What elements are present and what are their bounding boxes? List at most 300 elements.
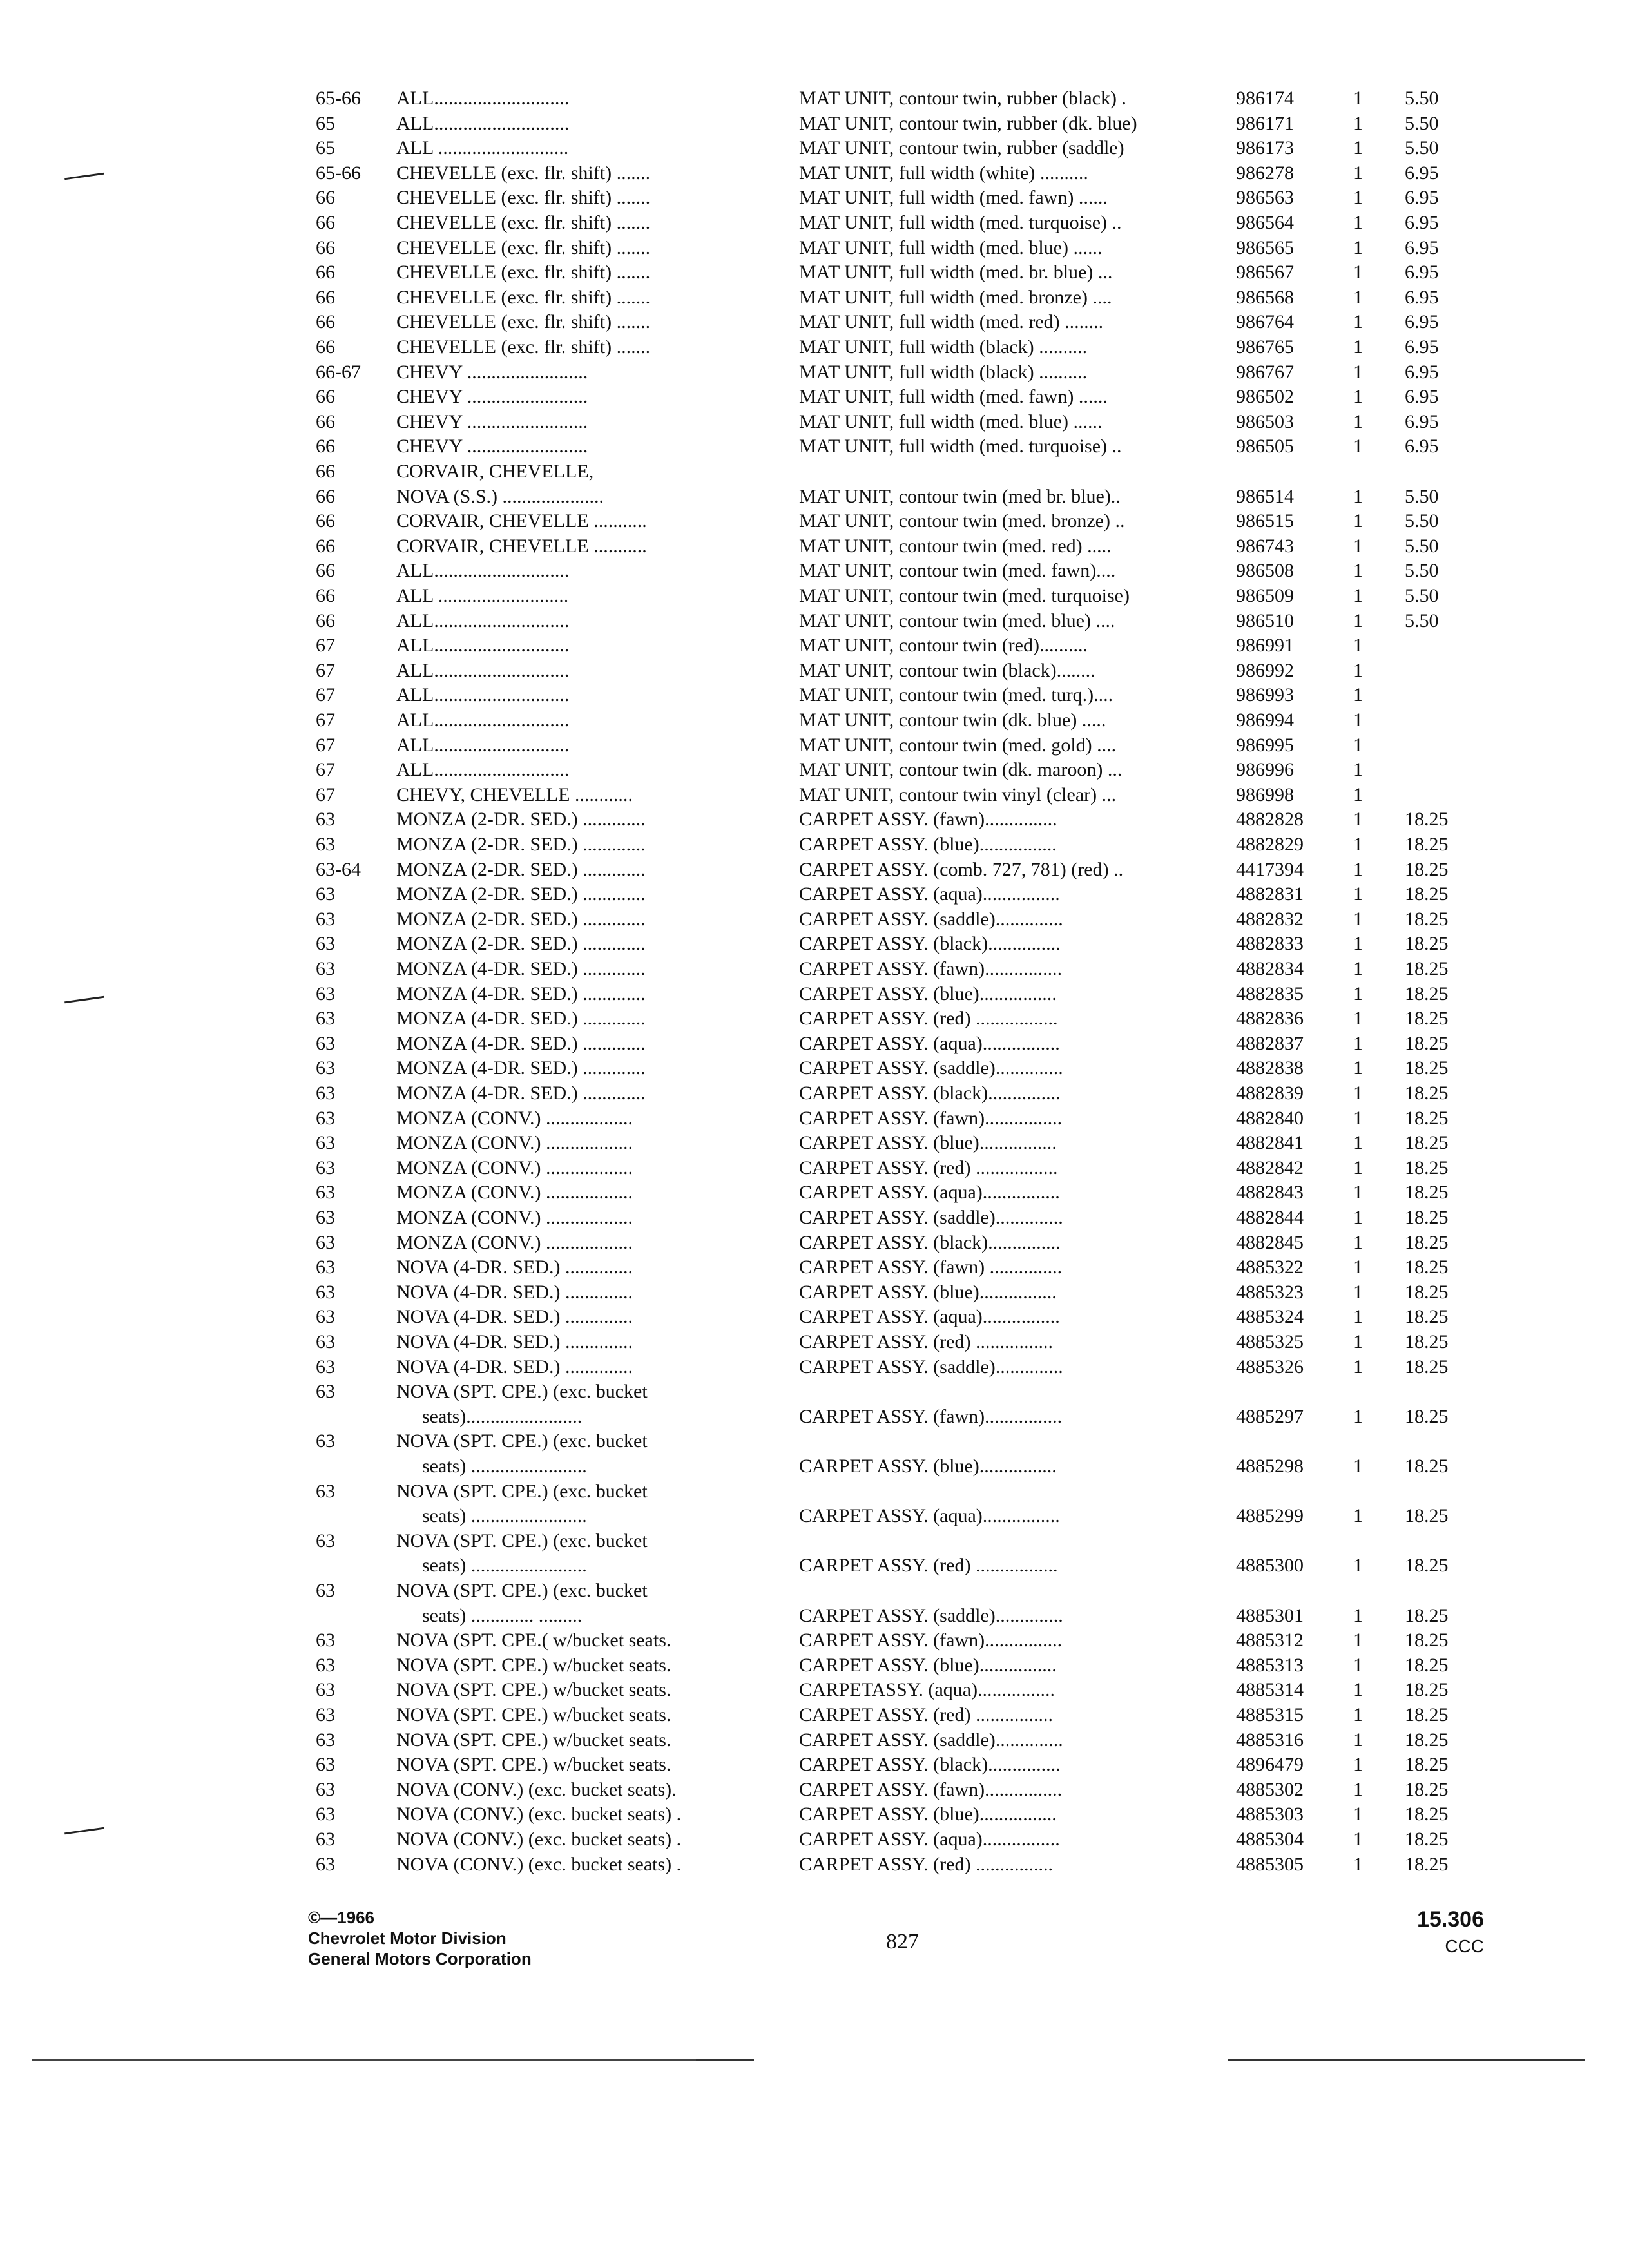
description-cell: CARPET ASSY. (blue)................	[799, 1456, 1057, 1477]
quantity-cell: 1	[1353, 1282, 1363, 1303]
table-row	[316, 1802, 1495, 1827]
year-cell: 67	[316, 735, 335, 756]
price-cell: 18.25	[1405, 1331, 1449, 1352]
table-row	[316, 236, 1495, 260]
description-cell: CARPET ASSY. (blue)................	[799, 834, 1057, 855]
table-row	[316, 260, 1495, 285]
quantity-cell: 1	[1353, 1182, 1363, 1203]
part-number-cell: 4896479	[1236, 1754, 1304, 1775]
part-number-cell: 4882841	[1236, 1132, 1304, 1153]
table-row	[316, 1081, 1495, 1106]
description-cell: MAT UNIT, contour twin (med. turq.)....	[799, 684, 1113, 706]
description-cell: MAT UNIT, contour twin (med. fawn)....	[799, 560, 1116, 581]
table-row	[316, 1330, 1495, 1354]
part-number-cell: 986510	[1236, 610, 1294, 631]
table-row	[316, 1628, 1495, 1653]
description-cell: CARPET ASSY. (red) ................	[799, 1854, 1053, 1875]
description-cell: MAT UNIT, full width (med. turquoise) ..	[799, 212, 1122, 233]
part-number-cell: 986509	[1236, 585, 1294, 606]
part-number-cell: 4882832	[1236, 908, 1304, 930]
model-cell: NOVA (SPT. CPE.) w/bucket seats.	[396, 1729, 671, 1751]
year-cell: 63	[316, 1854, 335, 1875]
price-cell: 18.25	[1405, 1803, 1449, 1825]
price-cell: 18.25	[1405, 1157, 1449, 1178]
table-row	[316, 1728, 1495, 1753]
year-cell: 63	[316, 1580, 335, 1601]
model-cell: NOVA (4-DR. SED.) ..............	[396, 1356, 633, 1378]
price-cell: 5.50	[1405, 610, 1439, 631]
table-row	[316, 1379, 1495, 1404]
table-row	[316, 211, 1495, 235]
table-row	[316, 1255, 1495, 1280]
year-cell: 67	[316, 709, 335, 731]
part-number-cell: 4882840	[1236, 1108, 1304, 1129]
part-number-cell: 986996	[1236, 759, 1294, 780]
price-cell: 18.25	[1405, 1456, 1449, 1477]
part-number-cell: 4882828	[1236, 809, 1304, 830]
description-cell: MAT UNIT, contour twin (med. blue) ....	[799, 610, 1115, 631]
table-row	[316, 1504, 1495, 1528]
table-row	[316, 1131, 1495, 1155]
table-row	[316, 733, 1495, 758]
quantity-cell: 1	[1353, 660, 1363, 681]
year-cell: 63	[316, 1057, 335, 1079]
description-cell: CARPET ASSY. (aqua)................	[799, 1182, 1060, 1203]
model-cell: NOVA (SPT. CPE.) w/bucket seats.	[396, 1655, 671, 1676]
model-cell: ALL............................	[396, 759, 570, 780]
quantity-cell: 1	[1353, 1082, 1363, 1104]
part-number-cell: 4882833	[1236, 933, 1304, 954]
year-cell: 63	[316, 1108, 335, 1129]
price-cell: 5.50	[1405, 535, 1439, 557]
description-cell: CARPET ASSY. (red) ................	[799, 1331, 1053, 1352]
quantity-cell: 1	[1353, 1256, 1363, 1278]
price-cell: 5.50	[1405, 510, 1439, 532]
model-cell: NOVA (SPT. CPE.) (exc. bucket	[396, 1580, 648, 1601]
model-cell: CHEVELLE (exc. flr. shift) .......	[396, 262, 651, 283]
year-cell: 67	[316, 660, 335, 681]
year-cell: 66	[316, 560, 335, 581]
year-cell: 67	[316, 684, 335, 706]
quantity-cell: 1	[1353, 336, 1363, 358]
description-cell: CARPET ASSY. (blue)................	[799, 1282, 1057, 1303]
quantity-cell: 1	[1353, 1704, 1363, 1725]
table-row	[316, 858, 1495, 882]
description-cell: CARPET ASSY. (fawn)...............	[799, 809, 1057, 830]
price-cell: 6.95	[1405, 361, 1439, 383]
part-number-cell: 4882829	[1236, 834, 1304, 855]
section-code: 15.306	[1417, 1907, 1484, 1932]
table-row	[316, 907, 1495, 932]
price-cell: 18.25	[1405, 1629, 1449, 1651]
year-cell: 65-66	[316, 88, 361, 109]
part-number-cell: 986564	[1236, 212, 1294, 233]
corporation-name: General Motors Corporation	[308, 1949, 532, 1968]
table-row	[316, 758, 1495, 782]
model-cell: MONZA (2-DR. SED.) .............	[396, 809, 646, 830]
punch-mark-top	[64, 173, 104, 180]
part-number-cell: 986503	[1236, 411, 1294, 432]
table-row	[316, 1778, 1495, 1802]
table-row	[316, 1753, 1495, 1777]
model-cell: ALL ...........................	[396, 585, 569, 606]
quantity-cell: 1	[1353, 1605, 1363, 1626]
model-cell: seats)........................	[422, 1406, 583, 1427]
description-cell: MAT UNIT, contour twin (dk. blue) .....	[799, 709, 1106, 731]
price-cell: 5.50	[1405, 137, 1439, 159]
model-cell: NOVA (S.S.) .....................	[396, 486, 604, 507]
table-row	[316, 1032, 1495, 1056]
model-cell: CHEVELLE (exc. flr. shift) .......	[396, 187, 651, 208]
quantity-cell: 1	[1353, 784, 1363, 805]
part-number-cell: 4417394	[1236, 859, 1304, 880]
description-cell: CARPET ASSY. (aqua)................	[799, 1033, 1060, 1054]
price-cell: 18.25	[1405, 1282, 1449, 1303]
quantity-cell: 1	[1353, 137, 1363, 159]
model-cell: seats) ........................	[422, 1555, 587, 1576]
model-cell: NOVA (SPT. CPE.) (exc. bucket	[396, 1530, 648, 1552]
year-cell: 63	[316, 1530, 335, 1552]
part-number-cell: 4885315	[1236, 1704, 1304, 1725]
year-cell: 63	[316, 1481, 335, 1502]
part-number-cell: 986515	[1236, 510, 1294, 532]
bottom-rule-right	[1228, 2059, 1585, 2061]
quantity-cell: 1	[1353, 908, 1363, 930]
description-cell: MAT UNIT, contour twin (med br. blue)..	[799, 486, 1121, 507]
price-cell: 6.95	[1405, 162, 1439, 184]
description-cell: MAT UNIT, full width (med. red) ........	[799, 311, 1104, 332]
year-cell: 63	[316, 1232, 335, 1253]
year-cell: 63	[316, 1704, 335, 1725]
table-row	[316, 1231, 1495, 1255]
table-row	[316, 1529, 1495, 1553]
price-cell: 18.25	[1405, 1655, 1449, 1676]
quantity-cell: 1	[1353, 361, 1363, 383]
bottom-rule-left	[32, 2059, 747, 2061]
quantity-cell: 1	[1353, 1406, 1363, 1427]
quantity-cell: 1	[1353, 212, 1363, 233]
part-number-cell: 4885301	[1236, 1605, 1304, 1626]
description-cell: MAT UNIT, full width (white) ..........	[799, 162, 1088, 184]
model-cell: NOVA (SPT. CPE.) w/bucket seats.	[396, 1754, 671, 1775]
description-cell: MAT UNIT, contour twin vinyl (clear) ...	[799, 784, 1117, 805]
description-cell: CARPET ASSY. (red) ................	[799, 1704, 1053, 1725]
part-number-cell: 986514	[1236, 486, 1294, 507]
table-row	[316, 633, 1495, 658]
part-number-cell: 986567	[1236, 262, 1294, 283]
table-row	[316, 708, 1495, 733]
description-cell: CARPET ASSY. (blue)................	[799, 1803, 1057, 1825]
description-cell: CARPET ASSY. (blue)................	[799, 1132, 1057, 1153]
quantity-cell: 1	[1353, 1356, 1363, 1378]
quantity-cell: 1	[1353, 1207, 1363, 1228]
bottom-rule-center	[696, 2059, 754, 2061]
part-number-cell: 986563	[1236, 187, 1294, 208]
quantity-cell: 1	[1353, 983, 1363, 1004]
table-row	[316, 434, 1495, 459]
description-cell: MAT UNIT, full width (med. fawn) ......	[799, 187, 1108, 208]
model-cell: NOVA (CONV.) (exc. bucket seats).	[396, 1779, 677, 1800]
part-number-cell: 4885312	[1236, 1629, 1304, 1651]
part-number-cell: 986994	[1236, 709, 1294, 731]
price-cell: 18.25	[1405, 834, 1449, 855]
quantity-cell: 1	[1353, 1232, 1363, 1253]
table-row	[316, 1305, 1495, 1329]
model-cell: NOVA (4-DR. SED.) ..............	[396, 1282, 633, 1303]
part-number-cell: 986992	[1236, 660, 1294, 681]
table-row	[316, 161, 1495, 186]
part-number-cell: 4885313	[1236, 1655, 1304, 1676]
table-row	[316, 1553, 1495, 1578]
model-cell: ALL............................	[396, 635, 570, 656]
year-cell: 65-66	[316, 162, 361, 184]
quantity-cell: 1	[1353, 486, 1363, 507]
price-cell: 5.50	[1405, 585, 1439, 606]
part-number-cell: 986502	[1236, 386, 1294, 407]
price-cell: 18.25	[1405, 1232, 1449, 1253]
quantity-cell: 1	[1353, 560, 1363, 581]
table-row	[316, 832, 1495, 857]
quantity-cell: 1	[1353, 1655, 1363, 1676]
quantity-cell: 1	[1353, 958, 1363, 979]
table-row	[316, 1280, 1495, 1305]
price-cell: 18.25	[1405, 809, 1449, 830]
punch-mark-bottom	[64, 1827, 104, 1835]
model-cell: MONZA (4-DR. SED.) .............	[396, 1008, 646, 1029]
part-number-cell: 986767	[1236, 361, 1294, 383]
table-row	[316, 1156, 1495, 1180]
table-row	[316, 584, 1495, 608]
price-cell: 18.25	[1405, 883, 1449, 905]
year-cell: 66	[316, 510, 335, 532]
quantity-cell: 1	[1353, 859, 1363, 880]
quantity-cell: 1	[1353, 436, 1363, 457]
part-number-cell: 986173	[1236, 137, 1294, 159]
model-cell: MONZA (4-DR. SED.) .............	[396, 1033, 646, 1054]
table-row	[316, 1454, 1495, 1479]
quantity-cell: 1	[1353, 386, 1363, 407]
year-cell: 63	[316, 1779, 335, 1800]
table-row	[316, 1579, 1495, 1603]
price-cell: 18.25	[1405, 1108, 1449, 1129]
model-cell: seats) ............. .........	[422, 1605, 583, 1626]
year-cell: 63	[316, 1430, 335, 1452]
year-cell: 66	[316, 585, 335, 606]
price-cell: 18.25	[1405, 1605, 1449, 1626]
part-number-cell: 4885316	[1236, 1729, 1304, 1751]
price-cell: 5.50	[1405, 113, 1439, 134]
description-cell: CARPET ASSY. (fawn)................	[799, 1406, 1063, 1427]
table-row	[316, 1479, 1495, 1504]
description-cell: MAT UNIT, full width (black) ..........	[799, 361, 1088, 383]
model-cell: CHEVELLE (exc. flr. shift) .......	[396, 287, 651, 308]
part-number-cell: 986995	[1236, 735, 1294, 756]
table-row	[316, 1180, 1495, 1205]
quantity-cell: 1	[1353, 510, 1363, 532]
table-row	[316, 136, 1495, 160]
description-cell: MAT UNIT, contour twin (med. gold) ....	[799, 735, 1117, 756]
table-row	[316, 932, 1495, 956]
part-number-cell: 986278	[1236, 162, 1294, 184]
price-cell: 18.25	[1405, 1356, 1449, 1378]
description-cell: CARPET ASSY. (aqua)................	[799, 883, 1060, 905]
quantity-cell: 1	[1353, 162, 1363, 184]
quantity-cell: 1	[1353, 759, 1363, 780]
quantity-cell: 1	[1353, 1729, 1363, 1751]
price-cell: 6.95	[1405, 311, 1439, 332]
quantity-cell: 1	[1353, 1854, 1363, 1875]
description-cell: MAT UNIT, full width (med. bronze) ....	[799, 287, 1112, 308]
quantity-cell: 1	[1353, 1057, 1363, 1079]
model-cell: MONZA (CONV.) ..................	[396, 1232, 633, 1253]
part-number-cell: 4885326	[1236, 1356, 1304, 1378]
model-cell: NOVA (SPT. CPE.) (exc. bucket	[396, 1381, 648, 1402]
price-cell: 5.50	[1405, 560, 1439, 581]
part-number-cell: 4882836	[1236, 1008, 1304, 1029]
table-row	[316, 1056, 1495, 1081]
model-cell: CHEVELLE (exc. flr. shift) .......	[396, 162, 651, 184]
description-cell: MAT UNIT, contour twin (red)..........	[799, 635, 1088, 656]
price-cell: 6.95	[1405, 411, 1439, 432]
model-cell: MONZA (2-DR. SED.) .............	[396, 859, 646, 880]
price-cell: 5.50	[1405, 486, 1439, 507]
model-cell: NOVA (CONV.) (exc. bucket seats) .	[396, 1803, 682, 1825]
price-cell: 6.95	[1405, 212, 1439, 233]
model-cell: MONZA (CONV.) ..................	[396, 1182, 633, 1203]
year-cell: 66	[316, 311, 335, 332]
part-number-cell: 986174	[1236, 88, 1294, 109]
quantity-cell: 1	[1353, 684, 1363, 706]
description-cell: MAT UNIT, contour twin, rubber (black) .	[799, 88, 1126, 109]
model-cell: CORVAIR, CHEVELLE ...........	[396, 535, 647, 557]
year-cell: 66	[316, 212, 335, 233]
table-row	[316, 982, 1495, 1006]
part-number-cell: 986565	[1236, 237, 1294, 258]
price-cell: 18.25	[1405, 933, 1449, 954]
year-cell: 63-64	[316, 859, 361, 880]
year-cell: 63	[316, 1655, 335, 1676]
quantity-cell: 1	[1353, 287, 1363, 308]
price-cell: 18.25	[1405, 1008, 1449, 1029]
price-cell: 18.25	[1405, 1033, 1449, 1054]
year-cell: 66	[316, 287, 335, 308]
quantity-cell: 1	[1353, 883, 1363, 905]
part-number-cell: 4885314	[1236, 1679, 1304, 1700]
quantity-cell: 1	[1353, 933, 1363, 954]
part-number-cell: 4885323	[1236, 1282, 1304, 1303]
description-cell: CARPET ASSY. (saddle)..............	[799, 1605, 1063, 1626]
price-cell: 6.95	[1405, 187, 1439, 208]
year-cell: 67	[316, 784, 335, 805]
part-number-cell: 4882838	[1236, 1057, 1304, 1079]
model-cell: NOVA (SPT. CPE.) (exc. bucket	[396, 1430, 648, 1452]
part-number-cell: 4885305	[1236, 1854, 1304, 1875]
model-cell: NOVA (4-DR. SED.) ..............	[396, 1331, 633, 1352]
price-cell: 18.25	[1405, 1829, 1449, 1850]
model-cell: NOVA (4-DR. SED.) ..............	[396, 1256, 633, 1278]
price-cell: 18.25	[1405, 1555, 1449, 1576]
year-cell: 63	[316, 1754, 335, 1775]
model-cell: MONZA (2-DR. SED.) .............	[396, 883, 646, 905]
page-number: 827	[886, 1930, 919, 1954]
model-cell: CHEVY .........................	[396, 386, 588, 407]
part-number-cell: 4885322	[1236, 1256, 1304, 1278]
price-cell: 18.25	[1405, 1779, 1449, 1800]
model-cell: CHEVY .........................	[396, 436, 588, 457]
price-cell: 6.95	[1405, 386, 1439, 407]
description-cell: MAT UNIT, full width (med. br. blue) ...	[799, 262, 1113, 283]
description-cell: CARPET ASSY. (red) .................	[799, 1157, 1058, 1178]
model-cell: MONZA (2-DR. SED.) .............	[396, 908, 646, 930]
table-row	[316, 285, 1495, 310]
model-cell: MONZA (2-DR. SED.) .............	[396, 933, 646, 954]
quantity-cell: 1	[1353, 88, 1363, 109]
quantity-cell: 1	[1353, 1008, 1363, 1029]
year-cell: 66	[316, 262, 335, 283]
description-cell: CARPET ASSY. (comb. 727, 781) (red) ..	[799, 859, 1124, 880]
table-row	[316, 534, 1495, 559]
year-cell: 67	[316, 759, 335, 780]
part-number-cell: 4885300	[1236, 1555, 1304, 1576]
table-row	[316, 1653, 1495, 1678]
table-row	[316, 1852, 1495, 1877]
model-cell: ALL............................	[396, 560, 570, 581]
year-cell: 66	[316, 411, 335, 432]
quantity-cell: 1	[1353, 1331, 1363, 1352]
table-row	[316, 658, 1495, 683]
price-cell: 18.25	[1405, 1182, 1449, 1203]
part-number-cell: 4882842	[1236, 1157, 1304, 1178]
quantity-cell: 1	[1353, 1033, 1363, 1054]
table-row	[316, 1604, 1495, 1628]
part-number-cell: 4882839	[1236, 1082, 1304, 1104]
year-cell: 63	[316, 1629, 335, 1651]
model-cell: CHEVY .........................	[396, 411, 588, 432]
year-cell: 63	[316, 1008, 335, 1029]
model-cell: ALL ...........................	[396, 137, 569, 159]
table-row	[316, 360, 1495, 385]
year-cell: 63	[316, 809, 335, 830]
description-cell: MAT UNIT, full width (med. fawn) ......	[799, 386, 1108, 407]
price-cell: 18.25	[1405, 1505, 1449, 1526]
price-cell: 18.25	[1405, 1132, 1449, 1153]
year-cell: 63	[316, 883, 335, 905]
model-cell: ALL............................	[396, 684, 570, 706]
description-cell: CARPET ASSY. (saddle)..............	[799, 1356, 1063, 1378]
model-cell: NOVA (SPT. CPE.) w/bucket seats.	[396, 1704, 671, 1725]
part-number-cell: 4885304	[1236, 1829, 1304, 1850]
year-cell: 63	[316, 1282, 335, 1303]
quantity-cell: 1	[1353, 187, 1363, 208]
year-cell: 65	[316, 113, 335, 134]
quantity-cell: 1	[1353, 262, 1363, 283]
quantity-cell: 1	[1353, 1306, 1363, 1327]
description-cell: CARPET ASSY. (fawn) ...............	[799, 1256, 1063, 1278]
quantity-cell: 1	[1353, 1829, 1363, 1850]
table-row	[316, 111, 1495, 136]
part-number-cell: 986993	[1236, 684, 1294, 706]
price-cell: 18.25	[1405, 1082, 1449, 1104]
table-row	[316, 1355, 1495, 1379]
copyright-block	[308, 1907, 532, 1969]
part-number-cell: 4885303	[1236, 1803, 1304, 1825]
year-cell: 66	[316, 610, 335, 631]
table-row	[316, 459, 1495, 484]
model-cell: CHEVELLE (exc. flr. shift) .......	[396, 311, 651, 332]
model-cell: CHEVY, CHEVELLE ............	[396, 784, 633, 805]
table-row	[316, 957, 1495, 981]
quantity-cell: 1	[1353, 610, 1363, 631]
